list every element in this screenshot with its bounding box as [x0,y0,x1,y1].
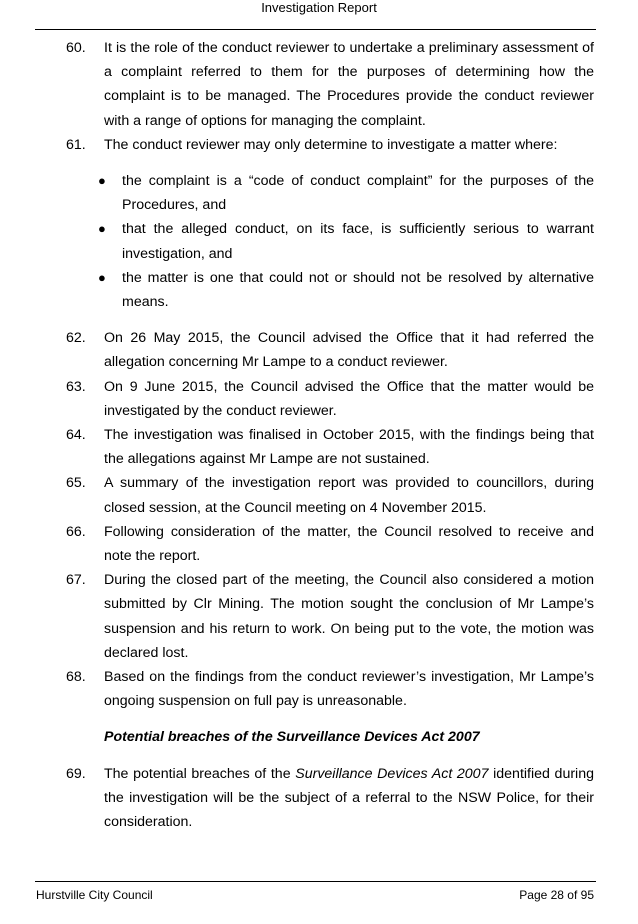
paragraph-number: 67. [66,572,86,589]
bullet-icon: ● [98,269,106,285]
list-item [66,169,594,217]
paragraph-63 [66,375,594,423]
paragraph-68 [66,665,594,713]
paragraph-text: On 26 May 2015, the Council advised the Office that it had referred the allegation concerning Mr Lampe to a conduct reviewer. [104,330,594,371]
paragraph-text: Based on the findings from the conduct reviewer’s investigation, Mr Lampe’s ongoing suspension on full pay is unreasonable. [104,669,594,710]
paragraph-66 [66,520,594,568]
paragraph-text: It is the role of the conduct reviewer to undertake a preliminary assessment of a complaint referred to them for the purposes of determining how the complaint is to be managed. The Procedures provide the conduct reviewer with a range of options for managing the complaint. [104,40,594,129]
page-number: Page 28 of 95 [519,888,594,902]
list-item-text: that the alleged conduct, on its face, is sufficiently serious to warrant investigation, and [122,221,594,262]
report-title: Investigation Report [261,0,377,15]
paragraph-text: The conduct reviewer may only determine to investigate a matter where: [104,136,558,153]
paragraph-text: The investigation was finalised in October 2015, with the findings being that the allegations against Mr Lampe are not sustained. [104,427,594,468]
paragraph-number: 68. [66,669,86,686]
paragraph-64 [66,423,594,471]
list-item [66,266,594,314]
paragraph-number: 69. [66,765,86,782]
document-body [66,36,594,834]
page-header [0,0,638,16]
paragraph-text: During the closed part of the meeting, the Council also considered a motion submitted by Clr Mining. The motion sought the conclusion of Mr Lampe’s suspension and his return to work. On being put to the vote, the motion was declared lost. [104,572,594,661]
paragraph-text-start: The potential breaches of the [104,765,296,782]
criteria-list [66,169,594,314]
paragraph-number: 64. [66,427,86,444]
paragraph-number: 65. [66,475,86,492]
footer-rule [35,881,596,882]
paragraph-text: A summary of the investigation report was provided to councillors, during closed session, at the Council meeting on 4 November 2015. [104,475,594,516]
paragraph-69 [66,762,594,835]
act-title: Surveillance Devices Act 2007 [295,765,489,782]
header-rule [35,29,596,30]
section-heading: Potential breaches of the Surveillance Devices Act 2007 [104,729,480,746]
paragraph-62 [66,326,594,374]
paragraph-number: 61. [66,136,86,153]
organisation-name: Hurstville City Council [36,888,153,902]
paragraph-60 [66,36,594,133]
paragraph-61 [66,133,594,157]
page-footer [36,888,594,903]
bullet-icon: ● [98,173,106,189]
list-item-text: the complaint is a “code of conduct complaint” for the purposes of the Procedures, and [122,173,594,214]
paragraph-number: 63. [66,378,86,395]
paragraph-text-end: identified during the investigation will be the subject of a referral to the NSW Police, for their consideration. [104,765,594,831]
paragraph-67 [66,568,594,665]
paragraph-text: On 9 June 2015, the Council advised the Office that the matter would be investigated by the conduct reviewer. [104,378,594,419]
bullet-icon: ● [98,221,106,237]
paragraph-65 [66,471,594,519]
paragraph-number: 66. [66,523,86,540]
paragraph-number: 60. [66,40,86,56]
paragraph-text: Following consideration of the matter, the Council resolved to receive and note the report. [104,523,594,565]
list-item [66,217,594,265]
list-item-text: the matter is one that could not or should not be resolved by alternative means. [122,269,594,311]
paragraph-number: 62. [66,330,86,347]
